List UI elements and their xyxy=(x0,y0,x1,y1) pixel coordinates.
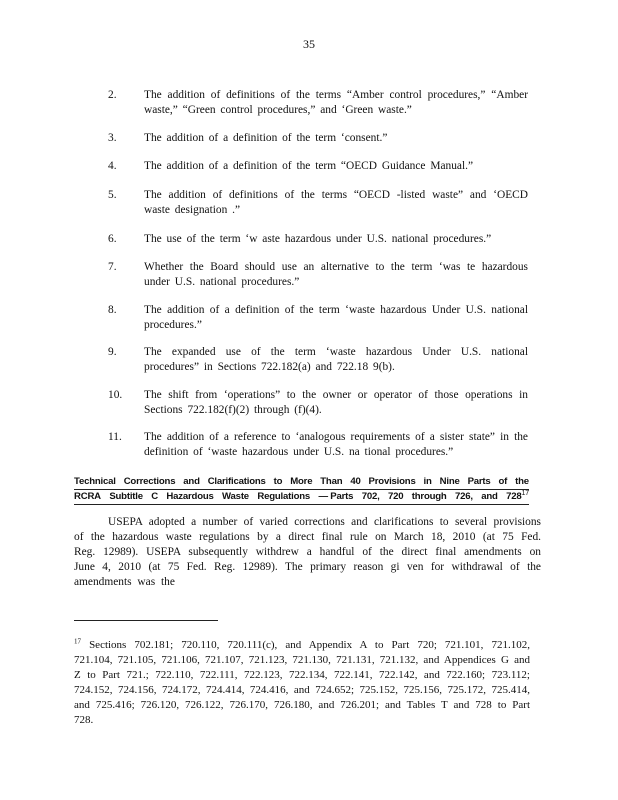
heading-line-2 xyxy=(74,489,529,505)
item-text: The use of the term ‘w aste hazardous under U.S. national procedures.” xyxy=(144,233,492,245)
footnote-marker: 17 xyxy=(74,637,81,646)
heading-word: and xyxy=(481,491,498,502)
item-number: 6. xyxy=(108,233,117,245)
heading-word: Hazardous xyxy=(166,491,214,502)
heading-word: RCRA xyxy=(74,491,101,502)
heading-word: Regulations xyxy=(257,491,311,502)
heading-word: Corrections xyxy=(123,476,176,487)
list-item xyxy=(108,159,528,174)
heading-word: Provisions xyxy=(368,476,416,487)
heading-word: C xyxy=(151,491,159,502)
heading-word: 702, xyxy=(361,491,380,502)
heading-word: 726, xyxy=(455,491,473,502)
heading-word: through xyxy=(411,491,447,502)
heading-word: — Parts xyxy=(318,491,354,502)
body-paragraph: USEPA adopted a number of varied corrections and clarifications to several provisions of the hazardous waste regulations by a direct final rule on March 18, 2010 (at 75 Fed. Reg. 12989). USEPA subsequently withdrew a handful of the direct final amendments on June 4, 2010 (at 75 Fed. Reg. 12989). The primary reason gi ven for withdrawal of the amendments was the xyxy=(74,516,541,588)
heading-line-1 xyxy=(74,475,529,489)
item-number: 4. xyxy=(108,160,117,172)
item-text: The shift from ‘operations” to the owner or operator of those operations in Sections 722.182(f)(2) through (f)(4). xyxy=(144,389,528,416)
item-number: 5. xyxy=(108,189,117,201)
heading-word: Parts xyxy=(467,476,491,487)
heading-word: Clarifications xyxy=(207,476,266,487)
heading-word-last xyxy=(506,490,529,504)
list-item xyxy=(108,188,528,217)
item-text: The addition of a definition of the term “OECD Guidance Manual.” xyxy=(144,160,474,172)
heading-word: Nine xyxy=(439,476,460,487)
item-number: 11. xyxy=(108,431,122,443)
heading-word: More xyxy=(290,476,313,487)
item-text: The addition of definitions of the terms “OECD -listed waste” and ‘OECD waste designation .” xyxy=(144,189,528,216)
footnote-divider xyxy=(74,620,218,621)
item-text: The addition of a reference to ‘analogous requirements of a sister state” in the definition of ‘waste hazardous under U.S. na tional procedures.” xyxy=(144,431,528,458)
item-number: 9. xyxy=(108,346,117,358)
heading-word: of xyxy=(498,476,508,487)
item-text: The expanded use of the term ‘waste hazardous Under U.S. national procedures” in Sections 722.182(a) and 722.18 9(b). xyxy=(144,346,528,373)
item-number: 2. xyxy=(108,89,117,101)
footnote-text: Sections 702.181; 720.110, 720.111(c), and Appendix A to Part 720; 721.101, 721.102, 721.104, 721.105, 721.106, 721.107, 721.123, 721.130, 721.131, 721.132, and Appendices G and Z to Part 721.; 722.110, 722.111, 722.123, 722.134, 722.141, 722.142, and 722.160; 723.112; 724.152, 724.156, 724.172, 724.414, 724.416, and 724.652; 725.152, 725.156, 725.172, 725.414, and 725.416; 726.120, 726.122, 726.170, 726.180, and 726.201; and Tables T and 728 to Part 728. xyxy=(74,639,530,726)
heading-word: Waste xyxy=(222,491,249,502)
heading-word: to xyxy=(273,476,283,487)
list-item xyxy=(108,345,528,374)
heading-word: Subtitle xyxy=(109,491,143,502)
item-number: 3. xyxy=(108,132,117,144)
heading-word: 40 xyxy=(350,476,361,487)
heading-word: and xyxy=(183,476,200,487)
item-text: The addition of a definition of the term ‘consent.” xyxy=(144,132,388,144)
heading-word: in xyxy=(423,476,432,487)
footnote xyxy=(74,638,530,728)
heading-word: 728 xyxy=(506,491,522,502)
list-item xyxy=(108,303,528,332)
item-text: Whether the Board should use an alternative to the term ‘was te hazardous under U.S. national procedures.” xyxy=(144,261,528,288)
item-number: 10. xyxy=(108,389,123,401)
footnote-reference[interactable]: 17 xyxy=(521,489,529,497)
heading-word: 720 xyxy=(387,491,404,502)
item-text: The addition of definitions of the terms “Amber control procedures,” “Amber waste,” “Green control procedures,” and ‘Green waste.” xyxy=(144,89,528,116)
list-item xyxy=(108,232,528,247)
list-item xyxy=(108,131,528,146)
list-item xyxy=(108,388,528,417)
list-item xyxy=(108,88,528,117)
heading-word: the xyxy=(515,476,529,487)
page-number: 35 xyxy=(303,37,315,51)
heading-word: Technical xyxy=(74,476,116,487)
item-number: 8. xyxy=(108,304,117,316)
section-heading xyxy=(74,475,529,505)
list-item xyxy=(108,260,528,289)
item-number: 7. xyxy=(108,261,117,273)
item-text: The addition of a definition of the term ‘waste hazardous Under U.S. national procedures.” xyxy=(144,304,528,331)
heading-word: Than xyxy=(320,476,343,487)
list-item xyxy=(108,430,528,459)
